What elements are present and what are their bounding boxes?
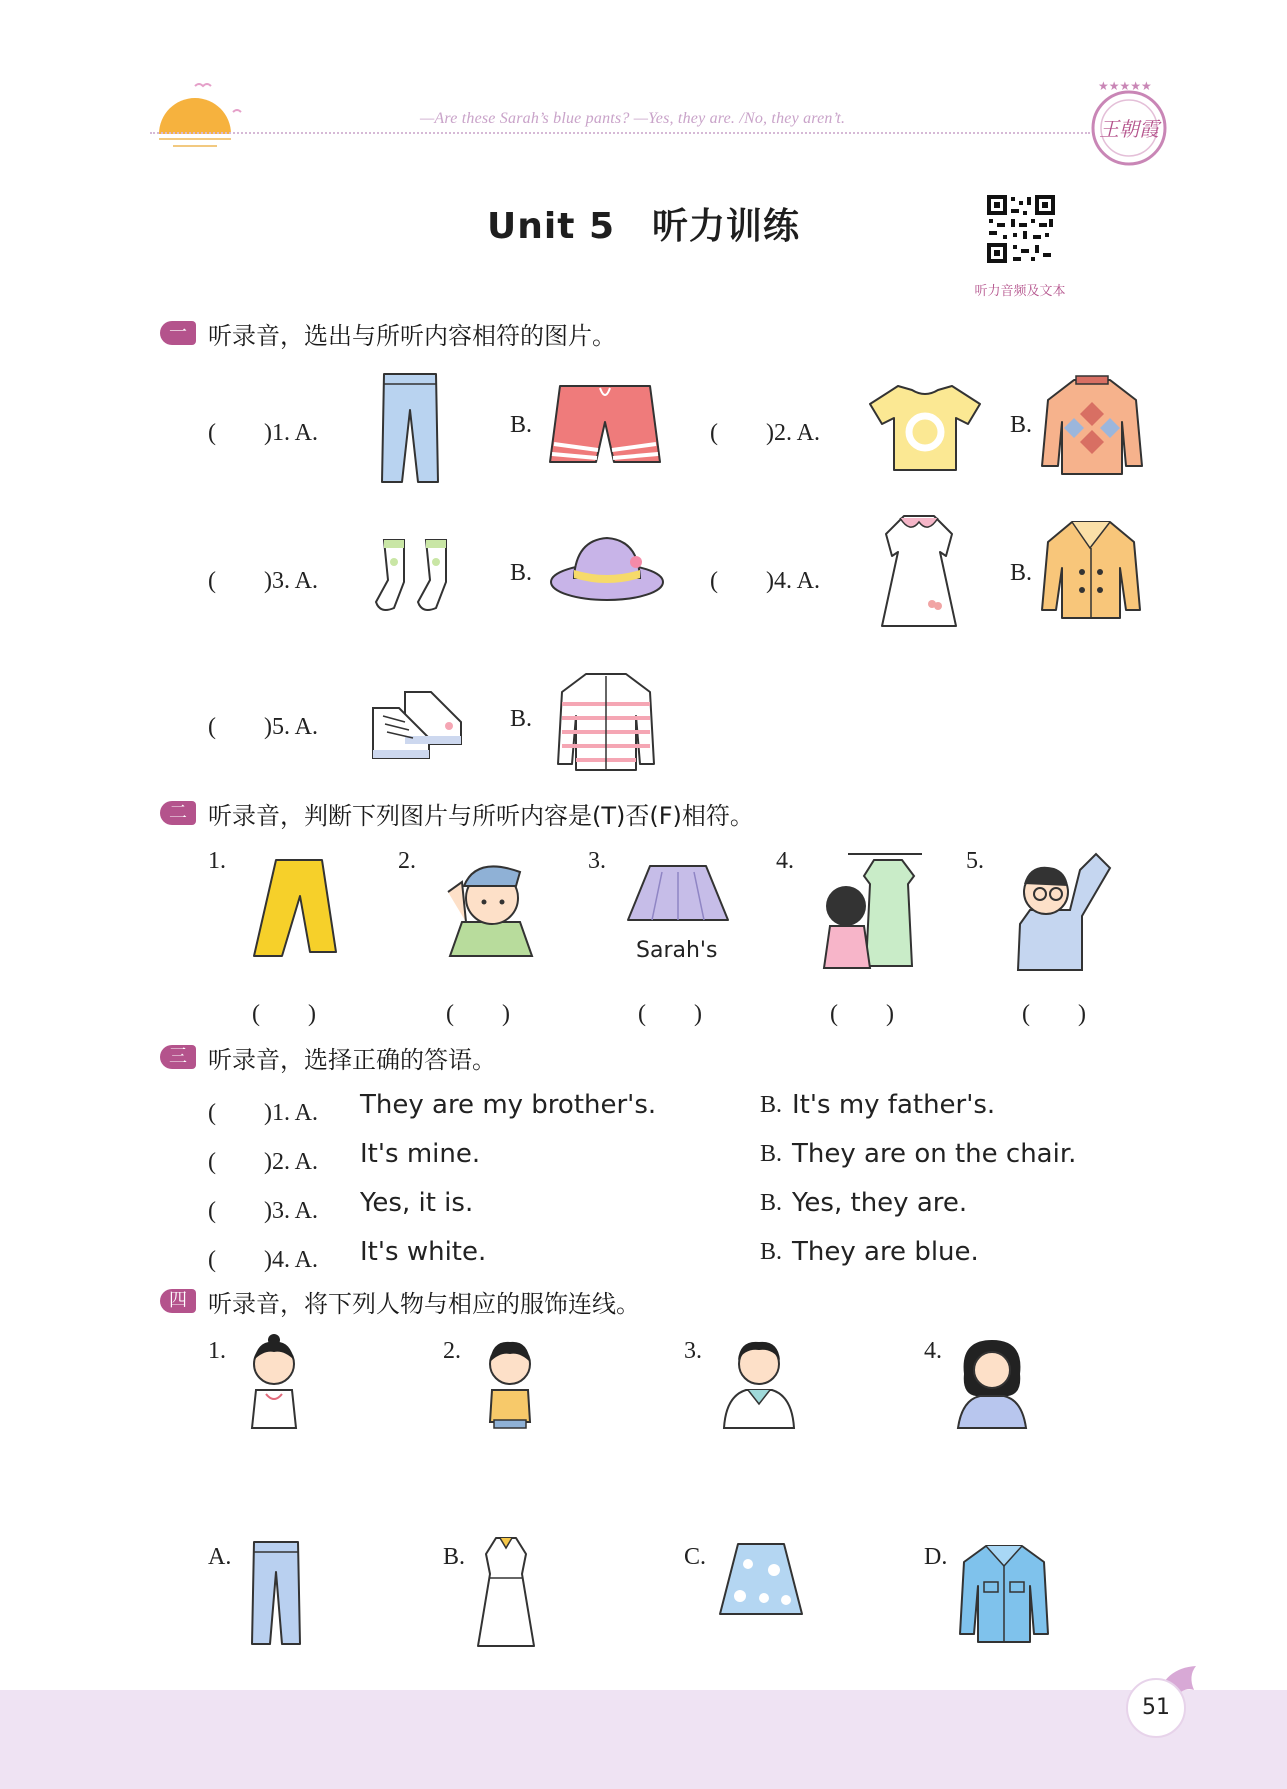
p2-skirt-label: Sarah's <box>636 938 718 963</box>
woman-icon[interactable] <box>952 1334 1032 1435</box>
white-dress-icon[interactable] <box>474 1534 538 1655</box>
header-divider <box>150 132 1090 134</box>
p1-q2-prefix: ( )2. A. <box>710 420 820 446</box>
p3-q4-b: They are blue. <box>792 1237 979 1267</box>
svg-text:★★★★★: ★★★★★ <box>1098 79 1152 93</box>
p2-bracket-1[interactable]: ( ) <box>252 1001 316 1027</box>
p4-cloth-letter-d: D. <box>924 1544 948 1570</box>
boy-icon[interactable] <box>480 1334 540 1435</box>
girl-icon[interactable] <box>244 1334 304 1435</box>
p2-bracket-4[interactable]: ( ) <box>830 1001 894 1027</box>
p1-q5-prefix: ( )5. A. <box>208 714 318 740</box>
girl-dress-icon <box>818 850 924 975</box>
shoes-icon <box>365 682 465 767</box>
sun-icon <box>155 92 235 152</box>
p1-q4-b: B. <box>1010 560 1033 586</box>
page-title: Unit 5 听力训练 <box>487 206 800 247</box>
yellow-pants-icon <box>252 856 338 969</box>
section-title-4: 听录音，将下列人物与相应的服饰连线。 <box>208 1290 640 1318</box>
section-title-2: 听录音，判断下列图片与所听内容是(T)否(F)相符。 <box>208 802 754 830</box>
p3-q1-b: It's my father's. <box>792 1090 996 1120</box>
brand-seal-icon <box>1088 78 1170 168</box>
man-icon[interactable] <box>716 1334 802 1435</box>
dress-icon <box>876 512 962 635</box>
p3-q2-a: It's mine. <box>360 1139 481 1169</box>
p1-q3-b: B. <box>510 560 533 586</box>
p4-cloth-letter-b: B. <box>443 1544 466 1570</box>
socks-icon <box>370 536 466 621</box>
pants-icon <box>378 370 442 497</box>
p3-q1-prefix: ( )1. A. <box>208 1100 318 1126</box>
section-title-1: 听录音，选出与所听内容相符的图片。 <box>208 322 616 350</box>
p4-cloth-letter-a: A. <box>208 1544 232 1570</box>
p3-q3-prefix: ( )3. A. <box>208 1198 318 1224</box>
header-dialog: —Are these Sarah’s blue pants? —Yes, they are. /No, they aren’t. <box>420 110 846 127</box>
p2-num-4: 4. <box>776 848 794 874</box>
section-title-3: 听录音，选择正确的答语。 <box>208 1046 496 1074</box>
p3-q1-a: They are my brother's. <box>360 1090 657 1120</box>
shorts-icon <box>548 380 662 477</box>
p1-q1-b: B. <box>510 412 533 438</box>
svg-text:王朝霞: 王朝霞 <box>1099 117 1159 141</box>
p4-person-num-3: 3. <box>684 1338 702 1364</box>
coat-icon <box>1040 518 1142 627</box>
section-badge-2: 二 <box>160 801 196 825</box>
section-badge-4: 四 <box>160 1289 196 1313</box>
footer-band <box>0 1690 1287 1789</box>
boy-jacket-icon <box>1010 850 1114 977</box>
p2-num-3: 3. <box>588 848 606 874</box>
p2-num-5: 5. <box>966 848 984 874</box>
p1-q1-prefix: ( )1. A. <box>208 420 318 446</box>
tshirt-icon <box>868 382 982 479</box>
qr-code-icon[interactable] <box>985 193 1057 265</box>
p2-bracket-5[interactable]: ( ) <box>1022 1001 1086 1027</box>
p1-q3-prefix: ( )3. A. <box>208 568 318 594</box>
boy-cap-icon <box>436 852 536 963</box>
p2-num-1: 1. <box>208 848 226 874</box>
p3-q3-b-prefix: B. <box>760 1190 783 1216</box>
p3-q4-b-prefix: B. <box>760 1239 783 1265</box>
p2-bracket-2[interactable]: ( ) <box>446 1001 510 1027</box>
striped-shirt-icon <box>556 670 656 779</box>
p4-person-num-4: 4. <box>924 1338 942 1364</box>
p1-q2-b: B. <box>1010 412 1033 438</box>
p2-num-2: 2. <box>398 848 416 874</box>
p3-q2-prefix: ( )2. A. <box>208 1149 318 1175</box>
p3-q3-b: Yes, they are. <box>792 1188 968 1218</box>
p1-q5-b: B. <box>510 706 533 732</box>
p3-q3-a: Yes, it is. <box>360 1188 474 1218</box>
p3-q2-b-prefix: B. <box>760 1141 783 1167</box>
blue-jacket-icon[interactable] <box>958 1542 1050 1651</box>
p3-q4-prefix: ( )4. A. <box>208 1247 318 1273</box>
hat-icon <box>548 534 666 609</box>
page-number: 51 <box>1126 1678 1186 1738</box>
p3-q1-b-prefix: B. <box>760 1092 783 1118</box>
skirt-icon <box>626 862 730 931</box>
p4-person-num-1: 1. <box>208 1338 226 1364</box>
sweater-icon <box>1040 374 1144 485</box>
section-badge-1: 一 <box>160 321 196 345</box>
jeans-icon[interactable] <box>248 1538 304 1653</box>
p3-q2-b: They are on the chair. <box>792 1139 1077 1169</box>
p4-cloth-letter-c: C. <box>684 1544 707 1570</box>
p3-q4-a: It's white. <box>360 1237 487 1267</box>
p1-q4-prefix: ( )4. A. <box>710 568 820 594</box>
flower-skirt-icon[interactable] <box>718 1540 804 1625</box>
p2-bracket-3[interactable]: ( ) <box>638 1001 702 1027</box>
qr-caption: 听力音频及文本 <box>974 284 1066 299</box>
section-badge-3: 三 <box>160 1045 196 1069</box>
p4-person-num-2: 2. <box>443 1338 461 1364</box>
